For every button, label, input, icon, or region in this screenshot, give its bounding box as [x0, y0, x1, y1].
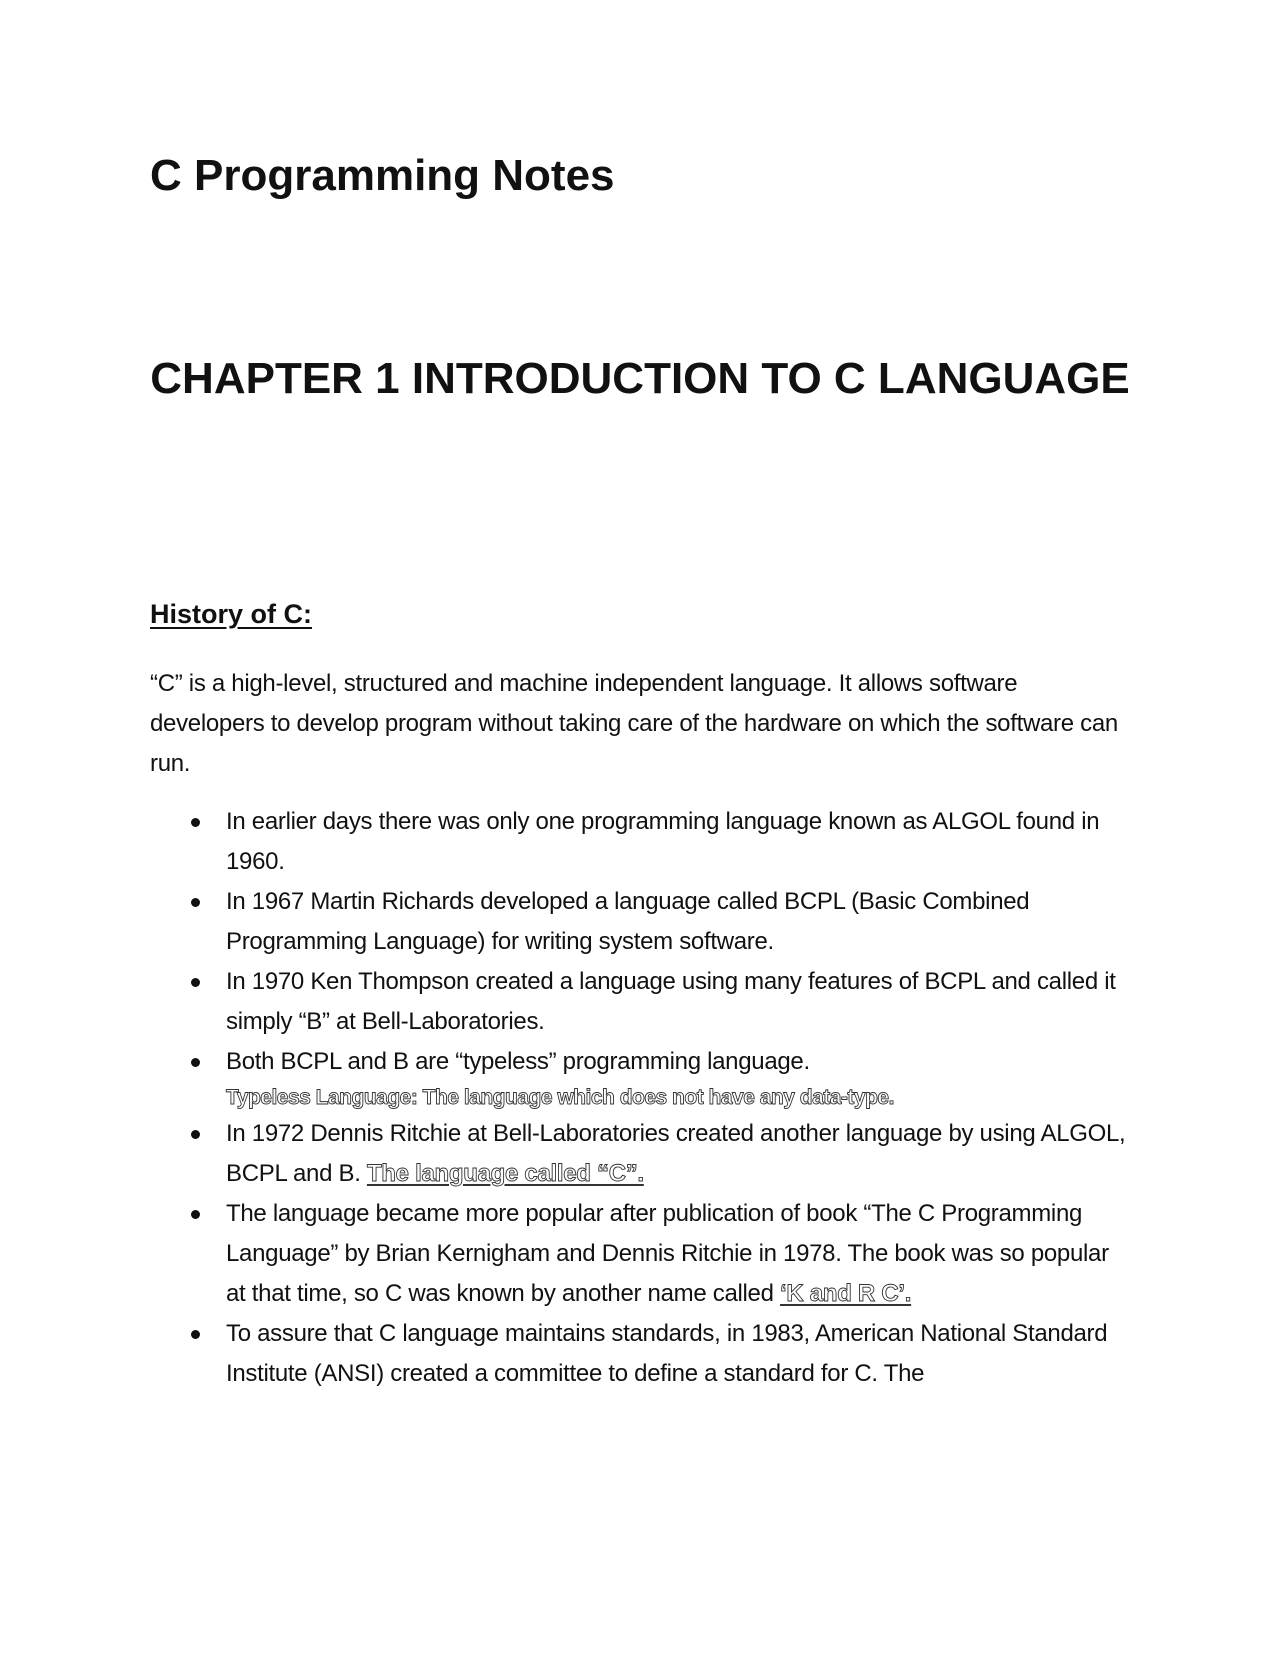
bullet-bcpl [150, 882, 1130, 962]
chapter-title: CHAPTER 1 INTRODUCTION TO C LANGUAGE [150, 354, 1130, 403]
bullet-text: In 1967 Martin Richards developed a language called BCPL (Basic Combined Programming Language) for writing system software. [226, 888, 1030, 955]
bullet-text: Both BCPL and B are “typeless” programming language. [226, 1048, 810, 1075]
intro-paragraph: “C” is a high-level, structured and machine independent language. It allows software developers to develop program without taking care of the hardware on which the software can run. [150, 670, 1118, 777]
bullet-ansi [150, 1314, 1130, 1394]
bullet-algol [150, 802, 1130, 882]
bullet-c-created [150, 1114, 1130, 1194]
bullet-text: In 1972 Dennis Ritchie at Bell-Laboratories created another language by using ALGOL, BCPL and B. [226, 1120, 1126, 1187]
history-bullet-list [150, 802, 1130, 1394]
bullet-b-language [150, 962, 1130, 1042]
document-title: C Programming Notes [150, 151, 615, 200]
k-and-r-c-emphasis: ‘K and R C’. [780, 1280, 912, 1307]
bullet-text: To assure that C language maintains standards, in 1983, American National Standard Institute (ANSI) created a committee to define a standard for C. The [226, 1320, 1108, 1387]
bullet-k-and-r [150, 1194, 1130, 1314]
c-language-emphasis: The language called “C”. [366, 1160, 644, 1187]
bullet-text: In earlier days there was only one programming language known as ALGOL found in 1960. [226, 808, 1100, 875]
bullet-typeless [150, 1042, 1130, 1114]
typeless-definition-note: Typeless Language: The language which does not have any data-type. [226, 1086, 894, 1109]
bullet-text: The language became more popular after publication of book “The C Programming Language” by Brian Kernigham and Dennis Ritchie in 1978. The book was so popular at that time, so C was known by another name called [226, 1200, 1109, 1307]
bullet-text: In 1970 Ken Thompson created a language using many features of BCPL and called it simply “B” at Bell-Laboratories. [226, 968, 1116, 1035]
section-heading: History of C: [150, 599, 312, 629]
